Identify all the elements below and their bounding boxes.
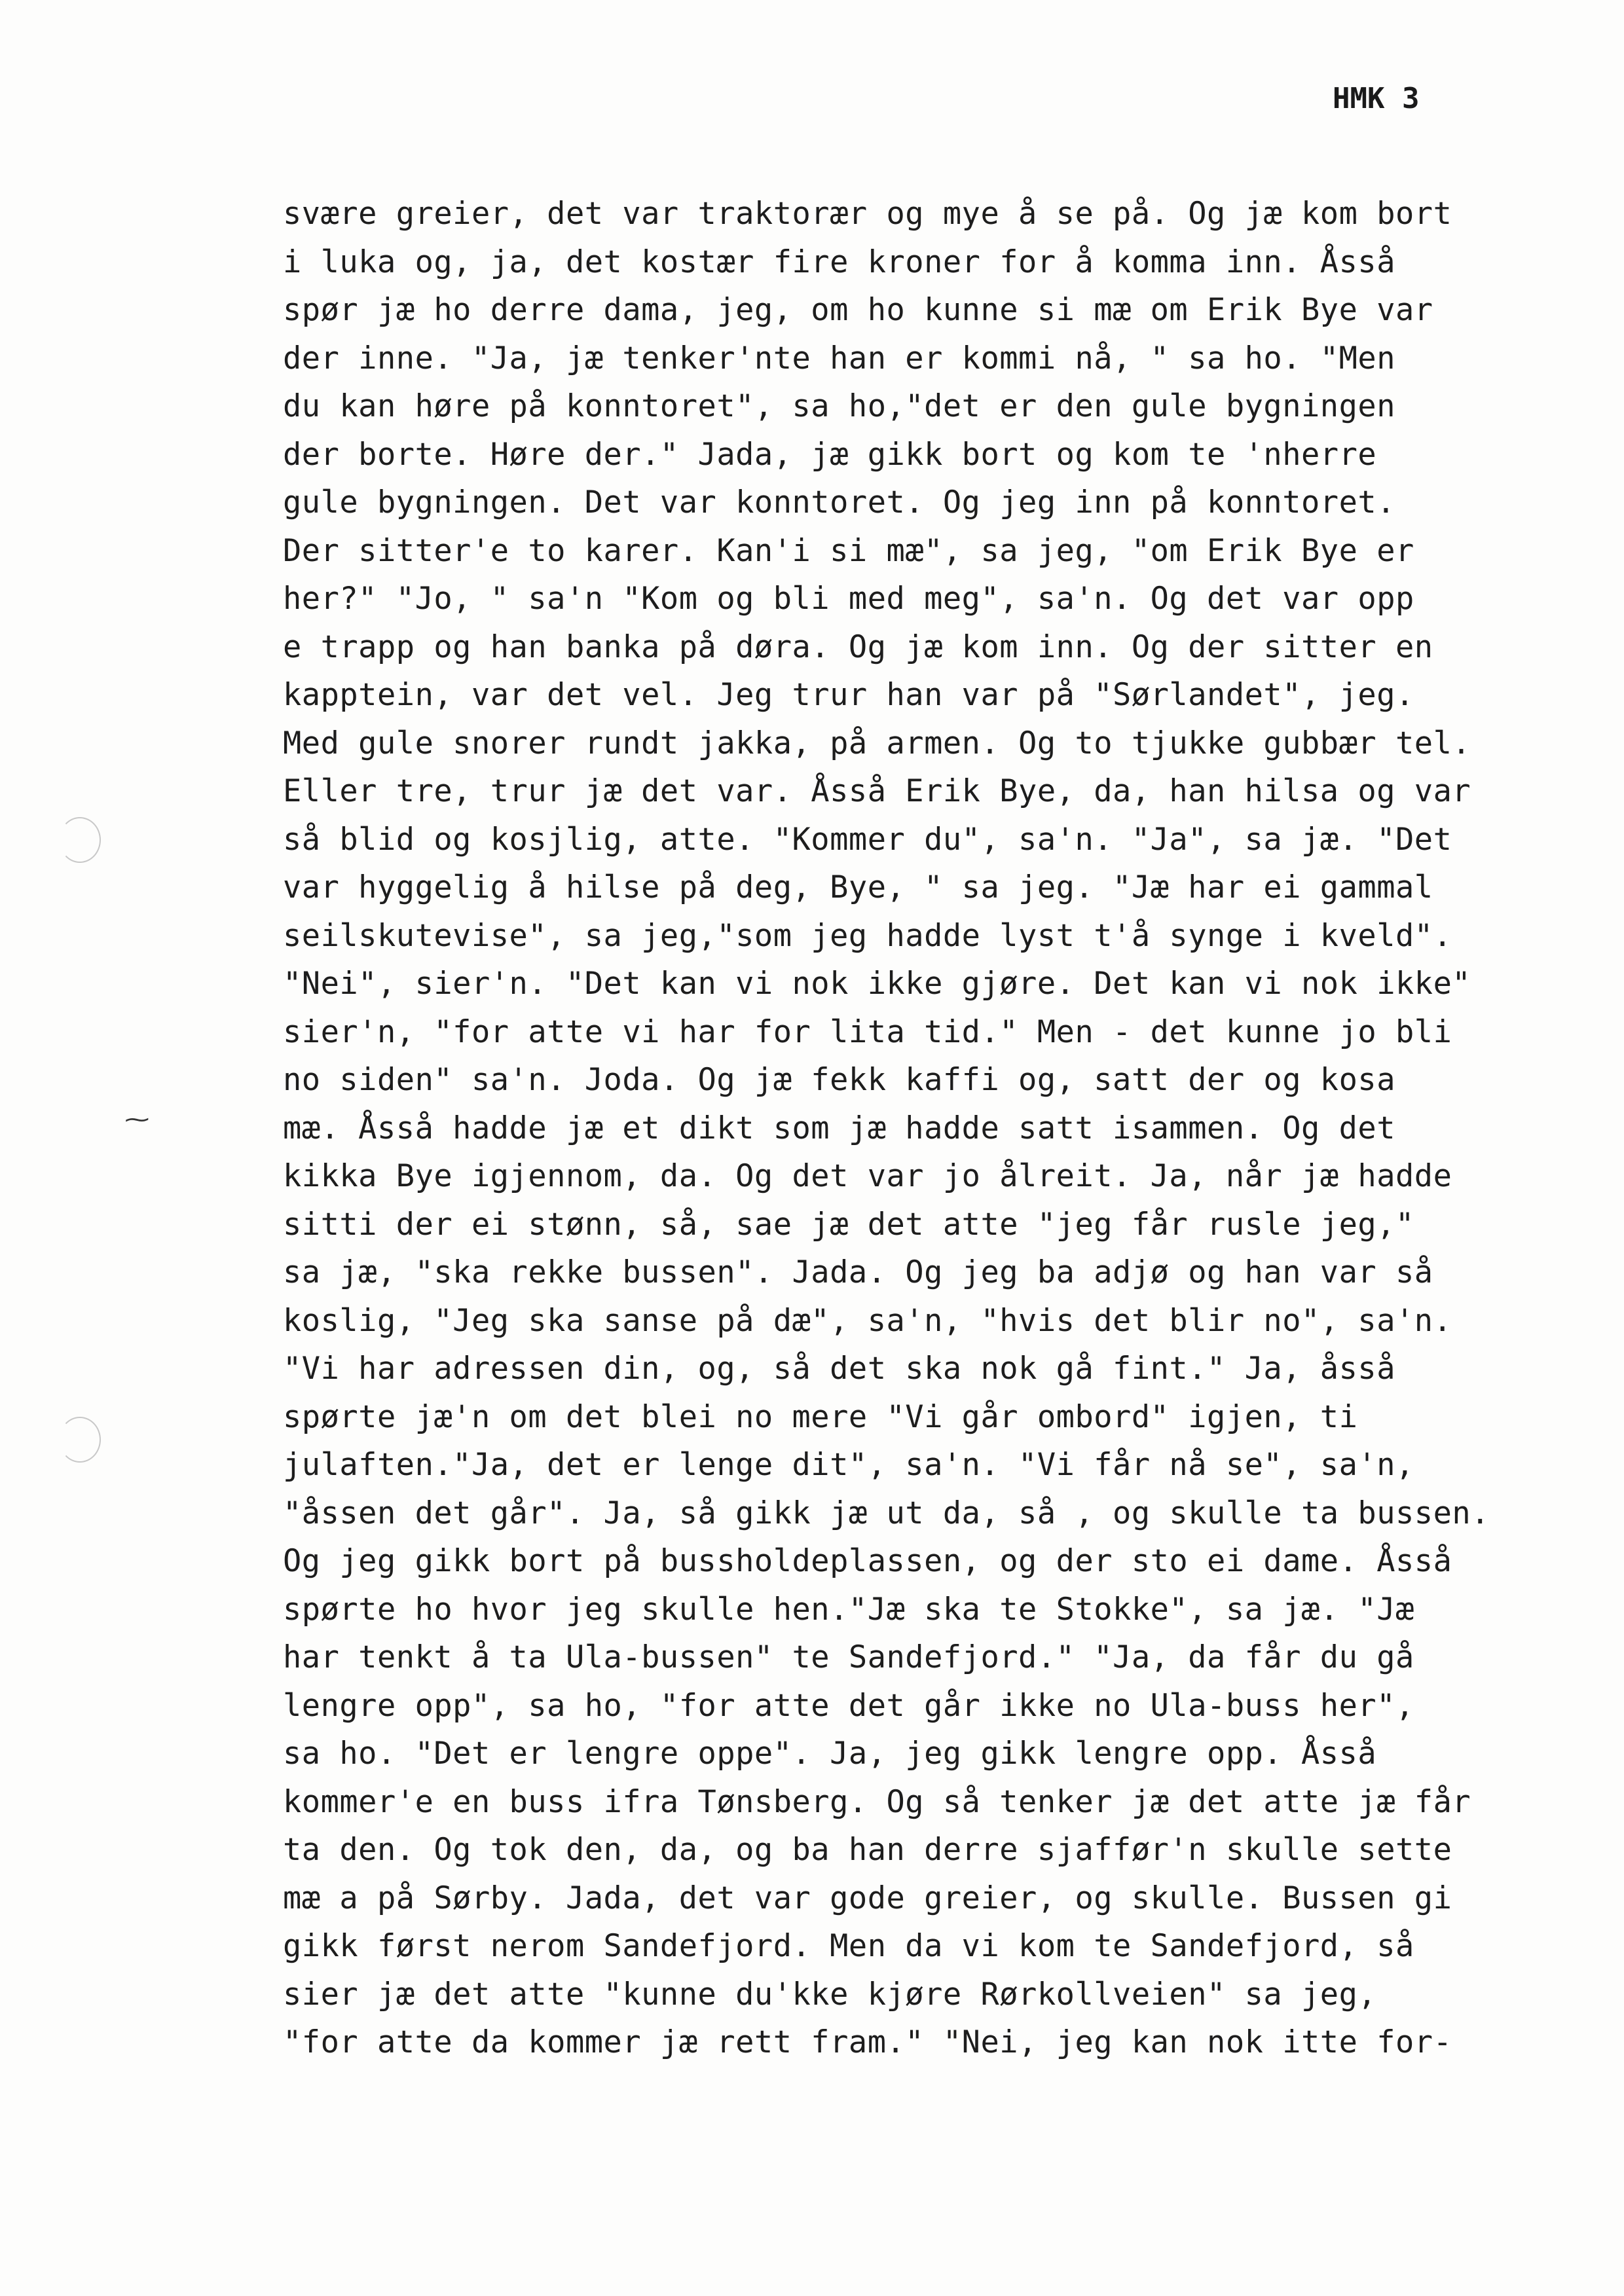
text-line: gule bygningen. Det var konntoret. Og jeg inn på konntoret. [283,484,1395,520]
text-line: du kan høre på konntoret", sa ho,"det er den gule bygningen [283,388,1395,424]
text-line: i luka og, ja, det kostær fire kroner for å komma inn. Åsså [283,244,1395,280]
text-line: Og jeg gikk bort på bussholdeplassen, og der sto ei dame. Åsså [283,1543,1452,1579]
text-line: lengre opp", sa ho, "for atte det går ikke no Ula-buss her", [283,1687,1414,1724]
text-line: mæ a på Sørby. Jada, det var gode greier, og skulle. Bussen gi [283,1880,1452,1916]
text-line: kapptein, var det vel. Jeg trur han var på "Sørlandet", jeg. [283,677,1414,713]
text-line: "Nei", sier'n. "Det kan vi nok ikke gjøre. Det kan vi nok ikke" [283,966,1471,1002]
text-line: kommer'e en buss ifra Tønsberg. Og så tenker jæ det atte jæ får [283,1783,1471,1820]
text-line: Med gule snorer rundt jakka, på armen. Og to tjukke gubbær tel. [283,725,1471,761]
text-line: mæ. Åsså hadde jæ et dikt som jæ hadde satt isammen. Og det [283,1110,1395,1146]
typewritten-body [283,190,1586,2067]
margin-mark: ~ [122,1106,153,1133]
text-line: sier'n, "for atte vi har for lita tid." Men - det kunne jo bli [283,1013,1452,1050]
text-line: Eller tre, trur jæ det var. Åsså Erik Bye, da, han hilsa og var [283,773,1471,809]
text-line: seilskutevise", sa jeg,"som jeg hadde lyst t'å synge i kveld". [283,917,1452,954]
text-line: svære greier, det var traktorær og mye å se på. Og jæ kom bort [283,196,1452,232]
text-line: var hyggelig å hilse på deg, Bye, " sa jeg. "Jæ har ei gammal [283,869,1433,905]
text-line: spørte ho hvor jeg skulle hen."Jæ ska te Stokke", sa jæ. "Jæ [283,1591,1414,1628]
text-line: no siden" sa'n. Joda. Og jæ fekk kaffi og, satt der og kosa [283,1062,1395,1098]
text-line: koslig, "Jeg ska sanse på dæ", sa'n, "hvis det blir no", sa'n. [283,1302,1452,1339]
text-line: spør jæ ho derre dama, jeg, om ho kunne si mæ om Erik Bye var [283,292,1433,328]
text-line: kikka Bye igjennom, da. Og det var jo ålreit. Ja, når jæ hadde [283,1158,1452,1194]
text-line: "Vi har adressen din, og, så det ska nok gå fint." Ja, åsså [283,1351,1395,1387]
text-line: spørte jæ'n om det blei no mere "Vi går ombord" igjen, ti [283,1398,1358,1435]
text-line: ta den. Og tok den, da, og ba han derre sjaffør'n skulle sette [283,1832,1452,1868]
text-line: sa ho. "Det er lengre oppe". Ja, jeg gikk lengre opp. Åsså [283,1736,1377,1772]
text-line: gikk først nerom Sandefjord. Men da vi kom te Sandefjord, så [283,1928,1414,1964]
text-line: der inne. "Ja, jæ tenker'nte han er kommi nå, " sa ho. "Men [283,340,1395,376]
text-line: sitti der ei stønn, så, sae jæ det atte "jeg får rusle jeg," [283,1206,1414,1243]
text-line: Der sitter'e to karer. Kan'i si mæ", sa jeg, "om Erik Bye er [283,532,1414,569]
text-line: så blid og kosjlig, atte. "Kommer du", sa'n. "Ja", sa jæ. "Det [283,821,1452,858]
text-line: sier jæ det atte "kunne du'kke kjøre Rørkollveien" sa jeg, [283,1976,1377,2013]
text-line: "for atte da kommer jæ rett fram." "Nei, jeg kan nok itte for- [283,2024,1452,2060]
text-line: sa jæ, "ska rekke bussen". Jada. Og jeg ba adjø og han var så [283,1254,1433,1290]
punch-hole-top [59,817,101,863]
text-line: julaften."Ja, det er lenge dit", sa'n. "Vi får nå se", sa'n, [283,1447,1414,1483]
text-line: her?" "Jo, " sa'n "Kom og bli med meg", sa'n. Og det var opp [283,581,1414,617]
text-line: har tenkt å ta Ula-bussen" te Sandefjord." "Ja, da får du gå [283,1639,1414,1675]
page-code: HMK 3 [1333,82,1420,115]
text-line: der borte. Høre der." Jada, jæ gikk bort og kom te 'nherre [283,436,1377,473]
text-line: e trapp og han banka på døra. Og jæ kom inn. Og der sitter en [283,629,1433,665]
punch-hole-bottom [59,1417,101,1463]
text-line: "åssen det går". Ja, så gikk jæ ut da, så , og skulle ta bussen. [283,1495,1490,1531]
